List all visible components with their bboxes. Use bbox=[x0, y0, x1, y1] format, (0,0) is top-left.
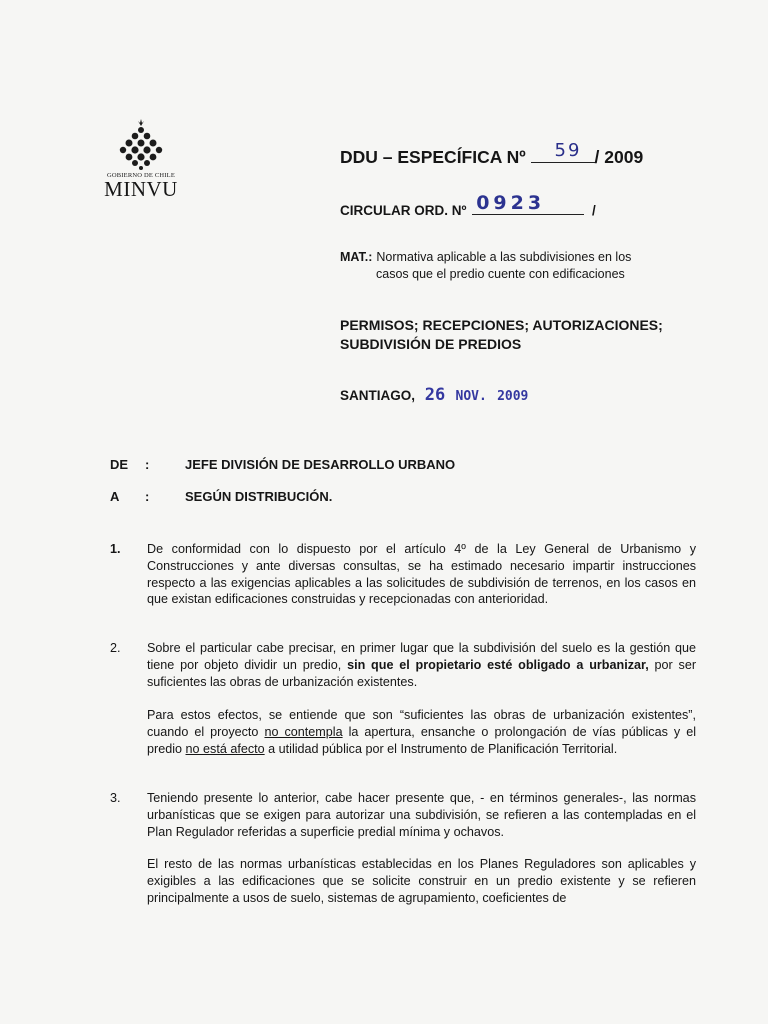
to-label: A bbox=[110, 489, 120, 504]
to-colon: : bbox=[145, 489, 150, 504]
logo-minvu-text: MINVU bbox=[104, 177, 178, 201]
ddu-header bbox=[340, 140, 644, 168]
ddu-number-blank bbox=[531, 140, 595, 163]
paragraph-3-text: Teniendo presente lo anterior, cabe hacer presente que, - en términos generales-, las normas urbanísticas que se exigen para autorizar una subdivisión, se refieren a las contempladas en el Plan Regulador referidas a superficie predial mínima y ochavos. bbox=[147, 791, 696, 839]
date-month: NOV. bbox=[455, 389, 487, 404]
date-day: 26 bbox=[424, 385, 446, 405]
keywords-block bbox=[340, 316, 720, 354]
from-label: DE bbox=[110, 457, 129, 472]
from-colon: : bbox=[145, 457, 150, 472]
paragraph-3-number: 3. bbox=[110, 791, 121, 805]
paragraph-3 bbox=[110, 790, 696, 840]
materia-line-2: casos que el predio cuente con edificaciones bbox=[376, 267, 625, 281]
circular-prefix: CIRCULAR ORD. Nº bbox=[340, 203, 467, 218]
materia-line-1: Normativa aplicable a las subdivisiones en los bbox=[376, 250, 632, 264]
date-stamp bbox=[425, 385, 529, 405]
materia-block bbox=[340, 249, 700, 283]
keywords-line-1: PERMISOS; RECEPCIONES; AUTORIZACIONES; bbox=[340, 317, 663, 333]
paragraph-2b-text-a: Para estos efectos, se entiende que son “suficientes las obras de urbanización existentes”, cuando el proyecto bbox=[147, 708, 696, 739]
keywords-line-2: SUBDIVISIÓN DE PREDIOS bbox=[340, 336, 522, 352]
gobierno-emblem-icon bbox=[116, 118, 166, 170]
circular-suffix: / bbox=[591, 203, 596, 218]
paragraph-2b bbox=[147, 707, 696, 757]
ddu-prefix: DDU – ESPECÍFICA Nº bbox=[340, 147, 526, 167]
paragraph-2-text-b: por ser suficientes las obras de urbanización existentes. bbox=[147, 657, 697, 689]
paragraph-2 bbox=[110, 640, 696, 690]
ddu-number: 59 bbox=[554, 140, 582, 161]
logo-gobierno-text: GOBIERNO DE CHILE bbox=[106, 172, 176, 179]
date-place: SANTIAGO, bbox=[340, 388, 416, 403]
minvu-logo bbox=[96, 118, 186, 199]
from-row bbox=[110, 457, 456, 472]
paragraph-2-bold: sin que el propietario esté obligado a urbanizar, bbox=[347, 657, 649, 672]
paragraph-1 bbox=[110, 541, 696, 608]
paragraph-2b-underline-1: no contempla bbox=[264, 724, 343, 739]
paragraph-2b-text-b: la apertura, ensanche o prolongación de vías públicas y el predio bbox=[147, 724, 697, 756]
paragraph-3b: El resto de las normas urbanísticas establecidas en los Planes Reguladores son aplicables y exigibles a las edificaciones que se solicite construir en un predio existente y se refieren principalmente a usos de suelo, sistemas de agrupamiento, coeficientes de bbox=[147, 857, 696, 905]
circular-number-blank bbox=[472, 192, 584, 215]
paragraph-1-text: De conformidad con lo dispuesto por el artículo 4º de la Ley General de Urbanismo y Construcciones y ante diversas consultas, se ha estimado necesario impartir instrucciones respecto a las exigencias aplicables a las solicitudes de subdivisión de terrenos, en los casos en que existan edificaciones construidas y recepcionadas con anterioridad. bbox=[147, 542, 696, 607]
paragraph-2-text bbox=[147, 640, 696, 690]
paragraph-1-number: 1. bbox=[110, 542, 121, 556]
date-year: 2009 bbox=[497, 389, 529, 404]
paragraph-2-number: 2. bbox=[110, 641, 121, 655]
paragraph-2b-text-c: a utilidad pública por el Instrumento de Planificación Territorial. bbox=[268, 741, 618, 756]
from-value: JEFE DIVISIÓN DE DESARROLLO URBANO bbox=[185, 457, 456, 472]
circular-number: 0923 bbox=[476, 192, 546, 214]
circular-header bbox=[340, 192, 596, 218]
to-value: SEGÚN DISTRIBUCIÓN. bbox=[185, 489, 333, 504]
to-row bbox=[110, 489, 333, 504]
materia-label: MAT.: bbox=[340, 250, 373, 264]
date-line bbox=[340, 385, 528, 405]
ddu-year: / 2009 bbox=[594, 147, 644, 167]
paragraph-2b-underline-2: no está afecto bbox=[185, 741, 265, 756]
paragraph-2-text-a: Sobre el particular cabe precisar, en primer lugar que la subdivisión del suelo es la gestión que tiene por objeto dividir un predio, bbox=[147, 641, 696, 672]
